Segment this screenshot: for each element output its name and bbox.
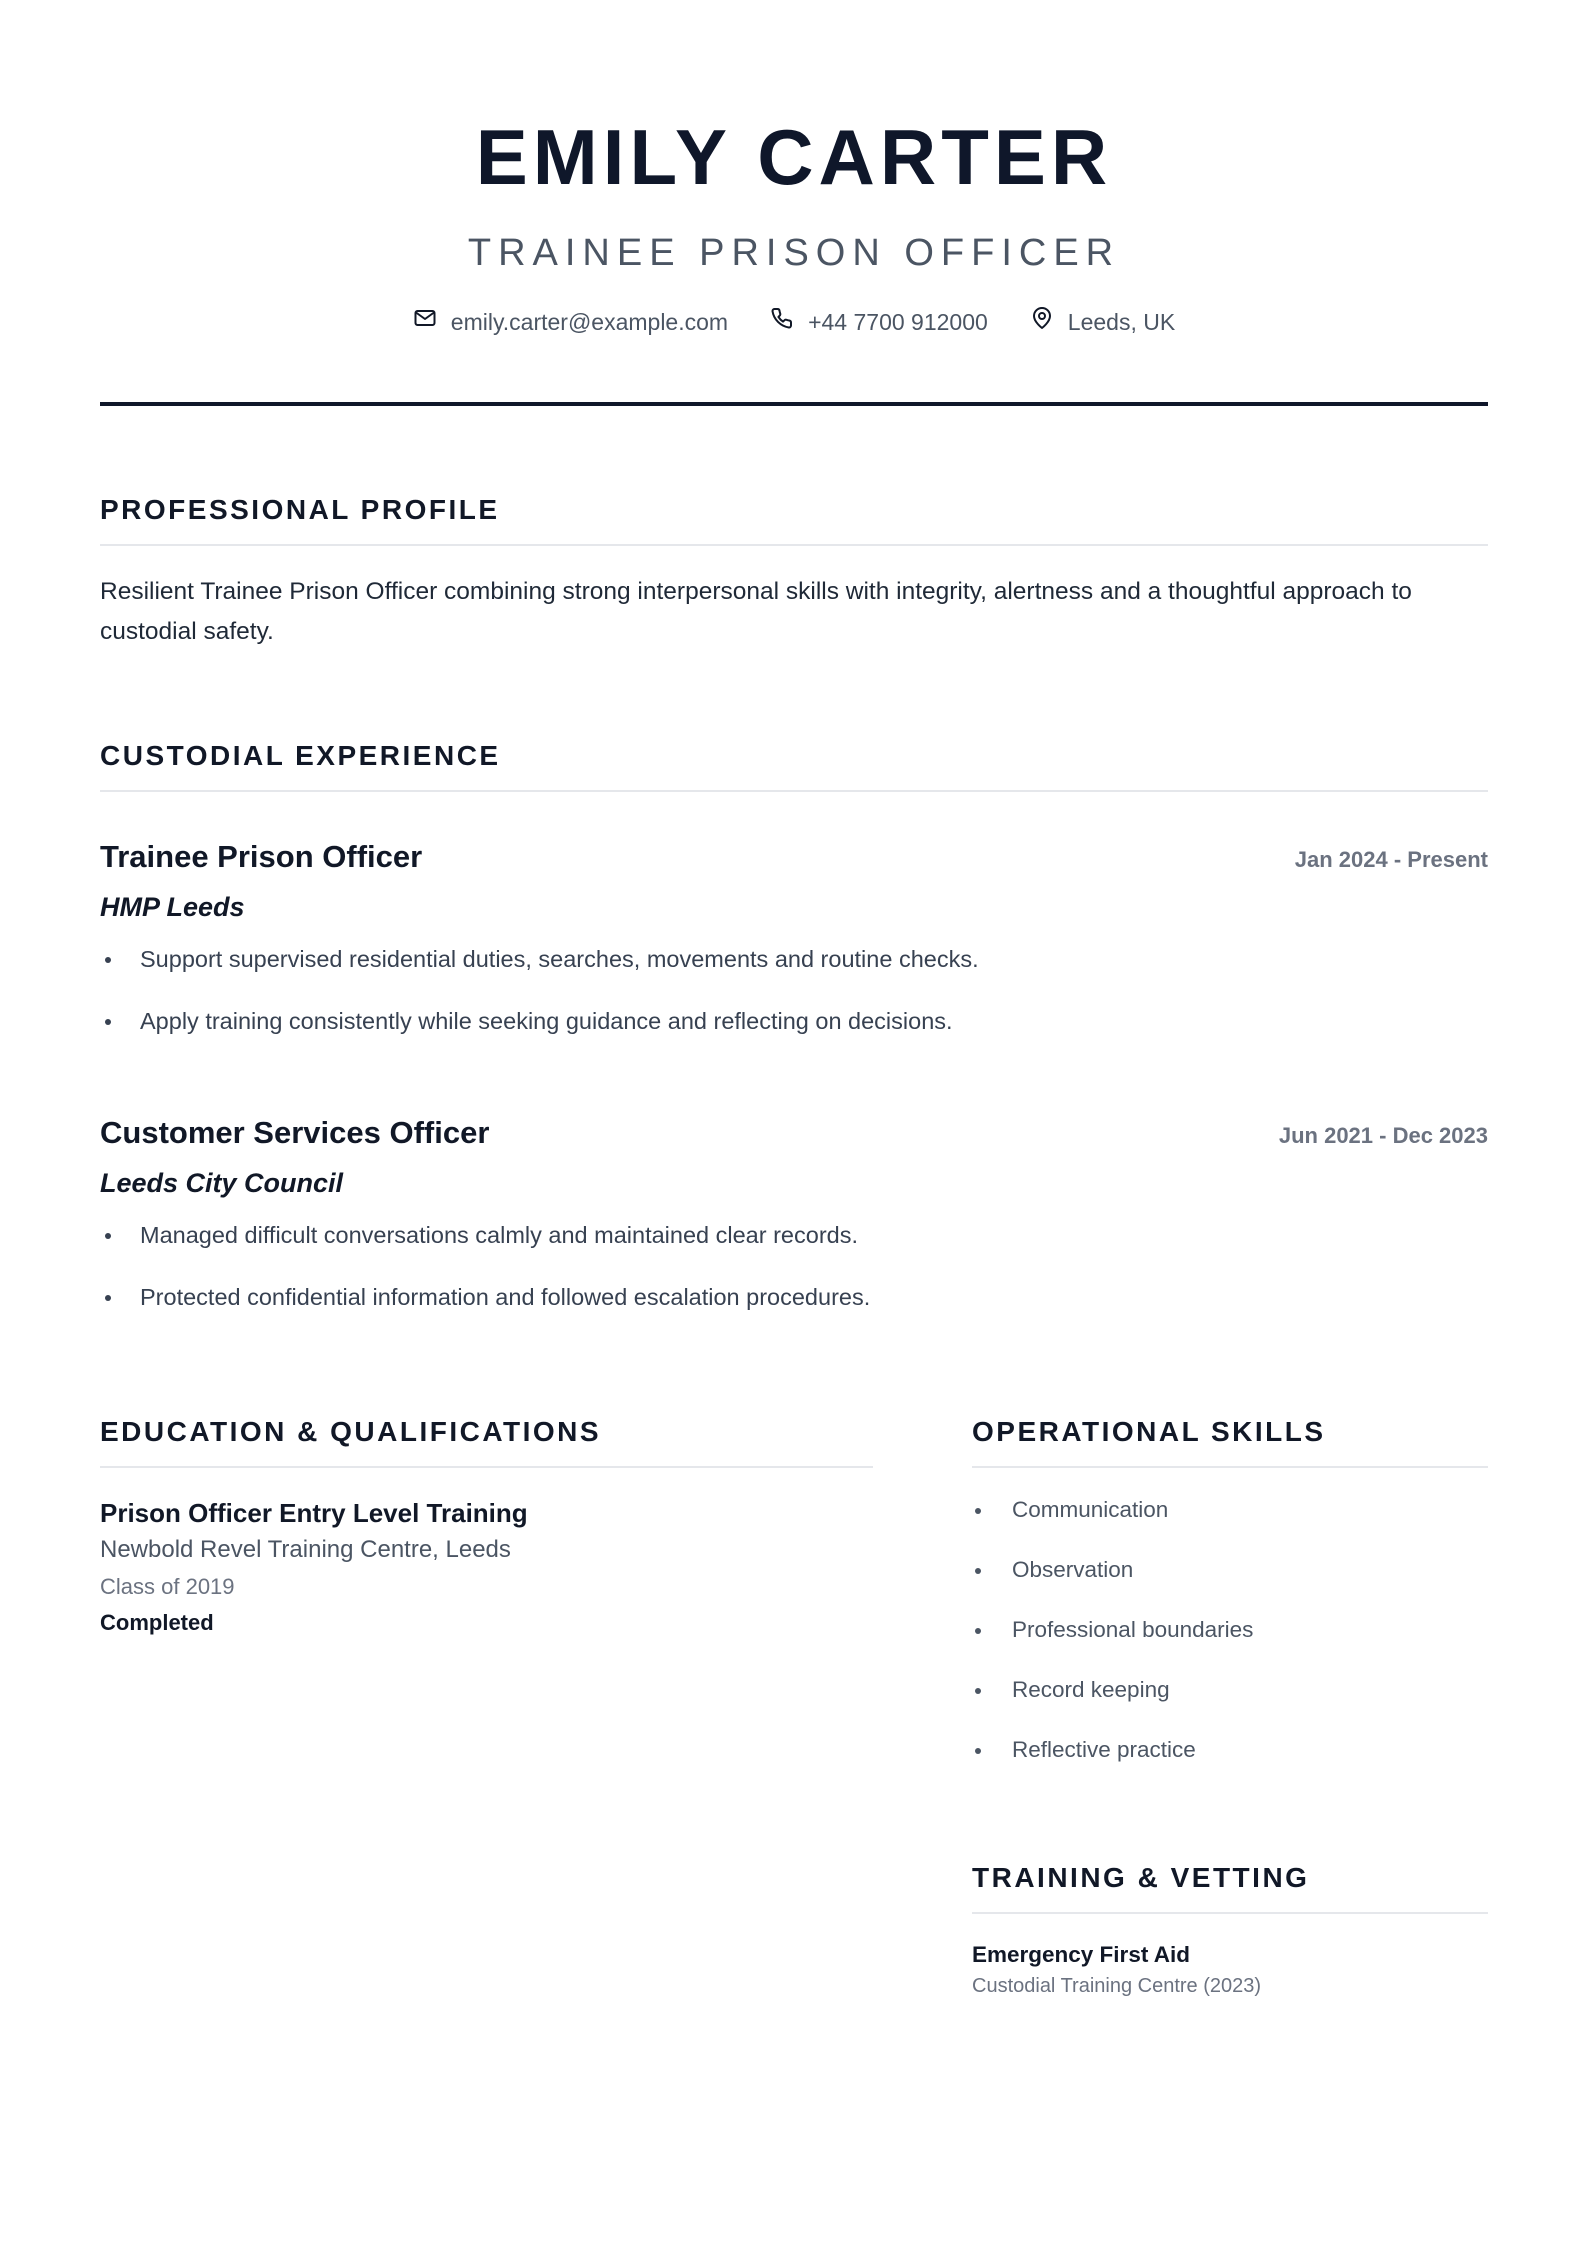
skill-item: Record keeping xyxy=(972,1674,1488,1706)
phone-text: +44 7700 912000 xyxy=(808,309,988,335)
training-detail: Custodial Training Centre (2023) xyxy=(972,1975,1262,1997)
education-section xyxy=(100,1414,873,1638)
qualification-status: Completed xyxy=(100,1610,214,1635)
mail-icon xyxy=(413,306,437,338)
resume-page xyxy=(100,0,1488,2000)
skills-list xyxy=(972,1494,1488,1766)
email-text: emily.carter@example.com xyxy=(450,309,729,335)
profile-summary: Resilient Trainee Prison Officer combining strong interpersonal skills with integrity, alertness and a thoughtful approach to custodial safety. xyxy=(100,578,1412,645)
job-bullet: Apply training consistently while seeking guidance and reflecting on decisions. xyxy=(100,1004,1488,1038)
training-name: Emergency First Aid xyxy=(972,1942,1190,1967)
two-column-area xyxy=(100,1414,1488,2000)
section-heading: CUSTODIAL EXPERIENCE xyxy=(100,740,501,771)
education-entry xyxy=(100,1496,873,1638)
left-column xyxy=(100,1414,873,2000)
training-section xyxy=(972,1860,1488,2000)
right-column xyxy=(972,1414,1488,2000)
job-dates: Jun 2021 - Dec 2023 xyxy=(1278,1123,1488,1148)
job-bullets xyxy=(100,1218,1488,1314)
section-divider xyxy=(972,1912,1488,1914)
job-entry xyxy=(100,838,1488,1038)
section-divider xyxy=(100,790,1488,792)
section-divider xyxy=(100,544,1488,546)
job-role: Customer Services Officer xyxy=(100,1115,490,1150)
job-organisation: Leeds City Council xyxy=(100,1168,344,1198)
job-header xyxy=(100,838,1488,876)
job-bullets xyxy=(100,942,1488,1038)
candidate-title: TRAINEE PRISON OFFICER xyxy=(467,232,1121,274)
location-text: Leeds, UK xyxy=(1067,309,1176,335)
header-divider xyxy=(100,402,1488,406)
skill-item: Reflective practice xyxy=(972,1734,1488,1766)
contact-phone[interactable] xyxy=(770,306,988,338)
candidate-name: EMILY CARTER xyxy=(475,113,1113,201)
skill-item: Professional boundaries xyxy=(972,1614,1488,1646)
map-pin-icon xyxy=(1030,306,1054,338)
section-heading: TRAINING & VETTING xyxy=(972,1862,1310,1893)
qualification-name: Prison Officer Entry Level Training xyxy=(100,1498,528,1528)
section-heading: OPERATIONAL SKILLS xyxy=(972,1416,1326,1447)
experience-section xyxy=(100,738,1488,1314)
job-bullet: Protected confidential information and followed escalation procedures. xyxy=(100,1280,1488,1314)
contact-bar xyxy=(100,306,1488,338)
contact-location xyxy=(1030,306,1175,338)
resume-header xyxy=(100,0,1488,406)
job-entry xyxy=(100,1114,1488,1314)
job-organisation: HMP Leeds xyxy=(100,892,245,922)
job-bullet: Support supervised residential duties, searches, movements and routine checks. xyxy=(100,942,1488,976)
skills-section xyxy=(972,1414,1488,1766)
phone-icon xyxy=(770,306,794,338)
qualification-place: Newbold Revel Training Centre, Leeds xyxy=(100,1536,511,1563)
section-heading: EDUCATION & QUALIFICATIONS xyxy=(100,1416,602,1447)
job-bullet: Managed difficult conversations calmly and maintained clear records. xyxy=(100,1218,1488,1252)
section-divider xyxy=(972,1466,1488,1468)
profile-section xyxy=(100,492,1488,652)
job-dates: Jan 2024 - Present xyxy=(1294,847,1488,872)
section-heading: PROFESSIONAL PROFILE xyxy=(100,494,500,525)
qualification-year: Class of 2019 xyxy=(100,1574,235,1599)
job-role: Trainee Prison Officer xyxy=(100,839,423,874)
skill-item: Communication xyxy=(972,1494,1488,1526)
training-entry xyxy=(972,1940,1488,2000)
job-header xyxy=(100,1114,1488,1152)
skill-item: Observation xyxy=(972,1554,1488,1586)
contact-email[interactable] xyxy=(413,306,728,338)
section-divider xyxy=(100,1466,873,1468)
